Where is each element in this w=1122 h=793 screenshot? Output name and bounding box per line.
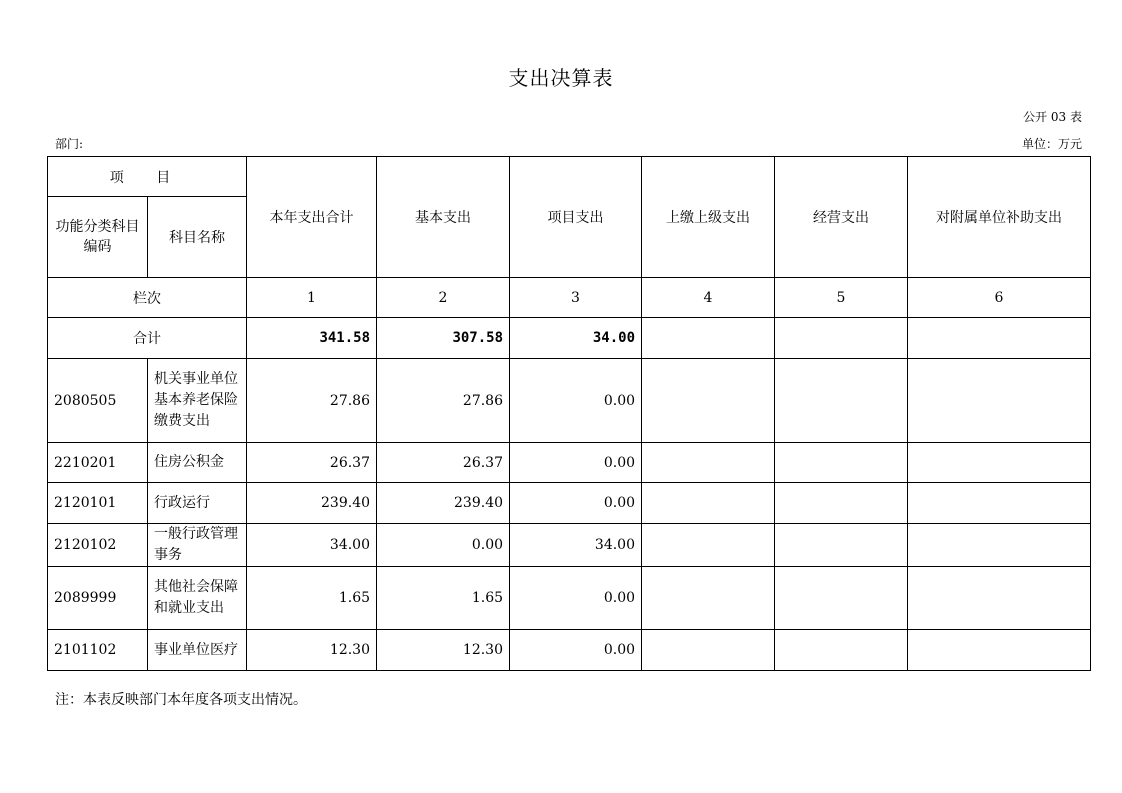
column-index-label: 栏次 [48,278,247,318]
header-col-5: 经营支出 [775,157,908,278]
row-value-2: 239.40 [377,483,510,524]
row-value-2: 0.00 [377,524,510,567]
row-value-1: 26.37 [247,443,377,483]
row-value-6 [908,483,1091,524]
page-title: 支出决算表 [508,66,614,90]
row-value-2: 26.37 [377,443,510,483]
table-row [48,443,1091,483]
row-value-4 [642,359,775,443]
row-value-3: 0.00 [510,567,642,630]
row-code: 2120102 [48,524,148,567]
table-row [48,630,1091,671]
row-value-5 [775,524,908,567]
row-value-5 [775,567,908,630]
row-value-6 [908,567,1091,630]
total-value-3: 34.00 [510,318,642,359]
column-index-2: 2 [377,278,510,318]
row-value-4 [642,630,775,671]
column-index-4: 4 [642,278,775,318]
row-name: 行政运行 [148,483,247,524]
row-value-6 [908,443,1091,483]
row-code: 2210201 [48,443,148,483]
row-value-3: 34.00 [510,524,642,567]
row-value-1: 1.65 [247,567,377,630]
total-value-1: 341.58 [247,318,377,359]
row-name: 一般行政管理事务 [148,524,247,567]
row-value-2: 1.65 [377,567,510,630]
row-value-2: 27.86 [377,359,510,443]
row-value-5 [775,359,908,443]
total-value-5 [775,318,908,359]
table-row [48,524,1091,567]
row-value-3: 0.00 [510,359,642,443]
row-code: 2101102 [48,630,148,671]
row-value-4 [642,524,775,567]
row-code: 2089999 [48,567,148,630]
row-value-1: 239.40 [247,483,377,524]
department-label: 部门: [55,137,84,151]
table-row [48,567,1091,630]
row-name: 机关事业单位基本养老保险缴费支出 [148,359,247,443]
table-row [48,483,1091,524]
row-name: 事业单位医疗 [148,630,247,671]
header-name: 科目名称 [148,197,247,278]
row-value-6 [908,359,1091,443]
header-code: 功能分类科目编码 [48,197,148,278]
total-value-4 [642,318,775,359]
row-value-3: 0.00 [510,443,642,483]
row-value-5 [775,630,908,671]
column-index-5: 5 [775,278,908,318]
expenditure-table [47,156,1091,671]
row-value-3: 0.00 [510,630,642,671]
row-value-3: 0.00 [510,483,642,524]
row-code: 2080505 [48,359,148,443]
table-number: 公开 03 表 [1023,110,1082,124]
row-value-4 [642,567,775,630]
unit-label: 单位：万元 [1021,137,1082,151]
total-label: 合计 [48,318,247,359]
row-name: 住房公积金 [148,443,247,483]
total-value-2: 307.58 [377,318,510,359]
row-value-6 [908,630,1091,671]
header-col-6: 对附属单位补助支出 [908,157,1091,278]
total-value-6 [908,318,1091,359]
column-index-1: 1 [247,278,377,318]
column-index-3: 3 [510,278,642,318]
header-col-1: 本年支出合计 [247,157,377,278]
row-code: 2120101 [48,483,148,524]
row-value-4 [642,483,775,524]
table-row [48,359,1091,443]
row-value-6 [908,524,1091,567]
row-value-1: 12.30 [247,630,377,671]
row-value-5 [775,443,908,483]
footnote: 注：本表反映部门本年度各项支出情况。 [55,692,307,708]
header-col-2: 基本支出 [377,157,510,278]
row-value-2: 12.30 [377,630,510,671]
header-item: 项 目 [48,157,247,197]
column-index-6: 6 [908,278,1091,318]
header-col-4: 上缴上级支出 [642,157,775,278]
row-value-1: 27.86 [247,359,377,443]
row-value-5 [775,483,908,524]
row-value-4 [642,443,775,483]
header-col-3: 项目支出 [510,157,642,278]
row-value-1: 34.00 [247,524,377,567]
row-name: 其他社会保障和就业支出 [148,567,247,630]
